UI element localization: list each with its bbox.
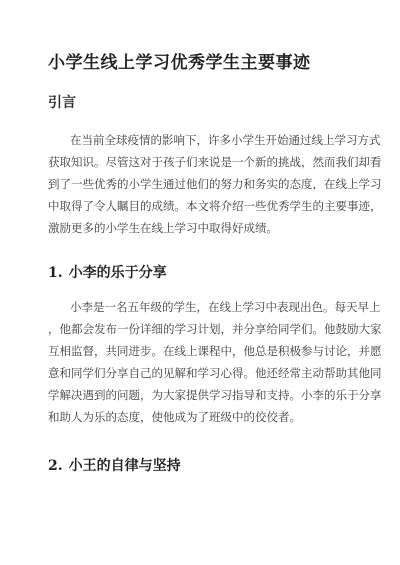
intro-paragraph <box>48 129 382 239</box>
section-title: 小王的自律与坚持 <box>68 458 181 474</box>
document-title: 小学生线上学习优秀学生主要事迹 <box>48 53 311 73</box>
intro-line: 激励更多的小学生在线上学习中取得好成绩。 <box>48 221 278 235</box>
section-heading-1 <box>48 262 167 282</box>
section-line: ，他都会发布一份详细的学习计划，并分享给同学们。他鼓励大家 <box>48 322 382 336</box>
section-line: 学解决遇到的问题，为大家提供学习指导和支持。小李的乐于分享 <box>48 388 382 402</box>
section-number: 2. <box>48 458 63 474</box>
section-line: 小李是一名五年级的学生，在线上学习中表现出色。每天早上 <box>70 300 381 314</box>
intro-heading: 引言 <box>48 95 76 111</box>
intro-line: 获取知识。尽管这对于孩子们来说是一个新的挑战，然而我们却看 <box>48 155 382 169</box>
section-number: 1. <box>48 265 63 281</box>
intro-line: 中取得了令人瞩目的成绩。本文将介绍一些优秀学生的主要事迹， <box>48 199 382 213</box>
section-line: 意和同学们分享自己的见解和学习心得。他还经常主动帮助其他同 <box>48 366 382 380</box>
section-title: 小李的乐于分享 <box>68 265 167 281</box>
section-line: 互相监督，共同进步。在线上课程中，他总是积极参与讨论，并愿 <box>48 344 382 358</box>
section-line: 和助人为乐的态度，使他成为了班级中的佼佼者。 <box>48 410 301 424</box>
section-heading-2 <box>48 455 181 475</box>
section-1-paragraph <box>48 296 382 428</box>
intro-line: 在当前全球疫情的影响下，许多小学生开始通过线上学习方式 <box>70 133 381 147</box>
intro-line: 到了一些优秀的小学生通过他们的努力和务实的态度，在线上学习 <box>48 177 382 191</box>
